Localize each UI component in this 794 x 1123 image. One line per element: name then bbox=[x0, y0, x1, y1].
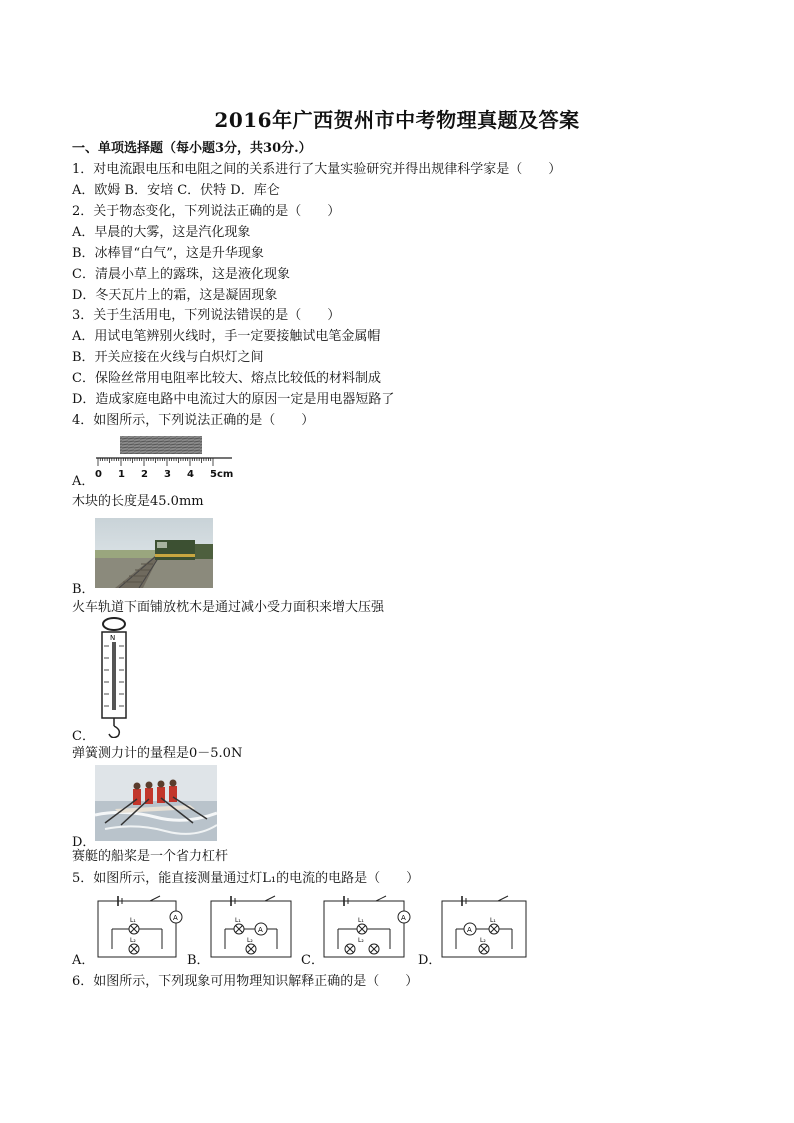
lamp-l1-label: L₁ bbox=[358, 917, 364, 924]
lamp-l2-label: L₂ bbox=[480, 937, 486, 944]
q1-options: A．欧姆 B．安培 C．伏特 D．库仑 bbox=[72, 183, 280, 198]
q4-option-a-text: 木块的长度是45.0mm bbox=[72, 494, 204, 509]
circuit-b bbox=[205, 893, 297, 963]
wood-block bbox=[120, 436, 202, 454]
q3-option-d: D．造成家庭电路中电流过大的原因一定是用电器短路了 bbox=[72, 392, 395, 407]
ruler-tick-label: 1 bbox=[118, 469, 125, 480]
q3-stem: 3．关于生活用电，下列说法错误的是（ ） bbox=[72, 308, 341, 323]
spring-scale-figure bbox=[92, 616, 140, 738]
lamp-l2-label: L₂ bbox=[247, 937, 253, 944]
lamp-l1-label: L₁ bbox=[235, 917, 241, 924]
lamp-l2-label: L₂ bbox=[130, 937, 136, 944]
scale-unit: N bbox=[110, 634, 116, 642]
q5-stem: 5．如图所示，能直接测量通过灯L₁的电流的电路是（ ） bbox=[72, 871, 420, 886]
ruler-figure bbox=[92, 434, 242, 480]
q3-option-c: C．保险丝常用电阻率比较大、熔点比较低的材料制成 bbox=[72, 371, 381, 386]
circuit-a bbox=[92, 893, 184, 963]
q4-option-d-text: 赛艇的船桨是一个省力杠杆 bbox=[72, 849, 229, 864]
lamp-l1-label: L₁ bbox=[490, 917, 496, 924]
q5-label-c: C． bbox=[301, 953, 324, 968]
page-title: 2016年广西贺州市中考物理真题及答案 bbox=[214, 108, 580, 132]
ruler-ticks bbox=[98, 458, 213, 466]
q5-label-d: D． bbox=[418, 953, 442, 968]
ammeter-label: A bbox=[258, 926, 263, 934]
q6-stem: 6．如图所示，下列现象可用物理知识解释正确的是（ ） bbox=[72, 974, 419, 989]
ammeter-label: A bbox=[173, 914, 178, 922]
q2-option-a: A．早晨的大雾，这是汽化现象 bbox=[72, 225, 251, 240]
q4-option-d-label: D． bbox=[72, 835, 96, 850]
q2-option-d: D．冬天瓦片上的霜，这是凝固现象 bbox=[72, 288, 278, 303]
q5-label-b: B． bbox=[187, 953, 210, 968]
ruler-tick-label: 3 bbox=[164, 469, 171, 480]
section-heading: 一、单项选择题（每小题3分，共30分.） bbox=[72, 141, 312, 156]
train-track-image bbox=[95, 518, 213, 588]
lamp-l2-label: L₂ bbox=[358, 937, 364, 944]
lamp-l1-label: L₁ bbox=[130, 917, 136, 924]
ruler-tick-label: 5cm bbox=[210, 469, 234, 480]
q4-option-b-text: 火车轨道下面铺放枕木是通过减小受力面积来增大压强 bbox=[72, 600, 385, 615]
q3-option-a: A．用试电笔辨别火线时，手一定要接触试电笔金属帽 bbox=[72, 329, 381, 344]
q4-option-c-text: 弹簧测力计的量程是0－5.0N bbox=[72, 746, 243, 761]
q3-option-b: B．开关应接在火线与白炽灯之间 bbox=[72, 350, 264, 365]
ammeter-label: A bbox=[401, 914, 406, 922]
q4-option-a-label: A． bbox=[72, 474, 95, 489]
q4-stem: 4．如图所示，下列说法正确的是（ ） bbox=[72, 413, 315, 428]
q2-option-c: C．清晨小草上的露珠，这是液化现象 bbox=[72, 267, 290, 282]
q4-option-b-label: B． bbox=[72, 582, 95, 597]
circuit-c bbox=[318, 893, 414, 963]
q5-label-a: A． bbox=[72, 953, 95, 968]
q2-option-b: B．冰棒冒“白气”，这是升华现象 bbox=[72, 246, 264, 261]
ruler-tick-label: 4 bbox=[187, 469, 194, 480]
ruler-tick-label: 2 bbox=[141, 469, 148, 480]
q4-option-c-label: C． bbox=[72, 729, 95, 744]
rowing-boat-image bbox=[95, 765, 217, 841]
circuit-d bbox=[436, 893, 532, 963]
q1-stem: 1．对电流跟电压和电阻之间的关系进行了大量实验研究并得出规律科学家是（ ） bbox=[72, 162, 562, 177]
ruler-tick-label: 0 bbox=[95, 469, 102, 480]
q2-stem: 2．关于物态变化，下列说法正确的是（ ） bbox=[72, 204, 341, 219]
ammeter-label: A bbox=[467, 926, 472, 934]
